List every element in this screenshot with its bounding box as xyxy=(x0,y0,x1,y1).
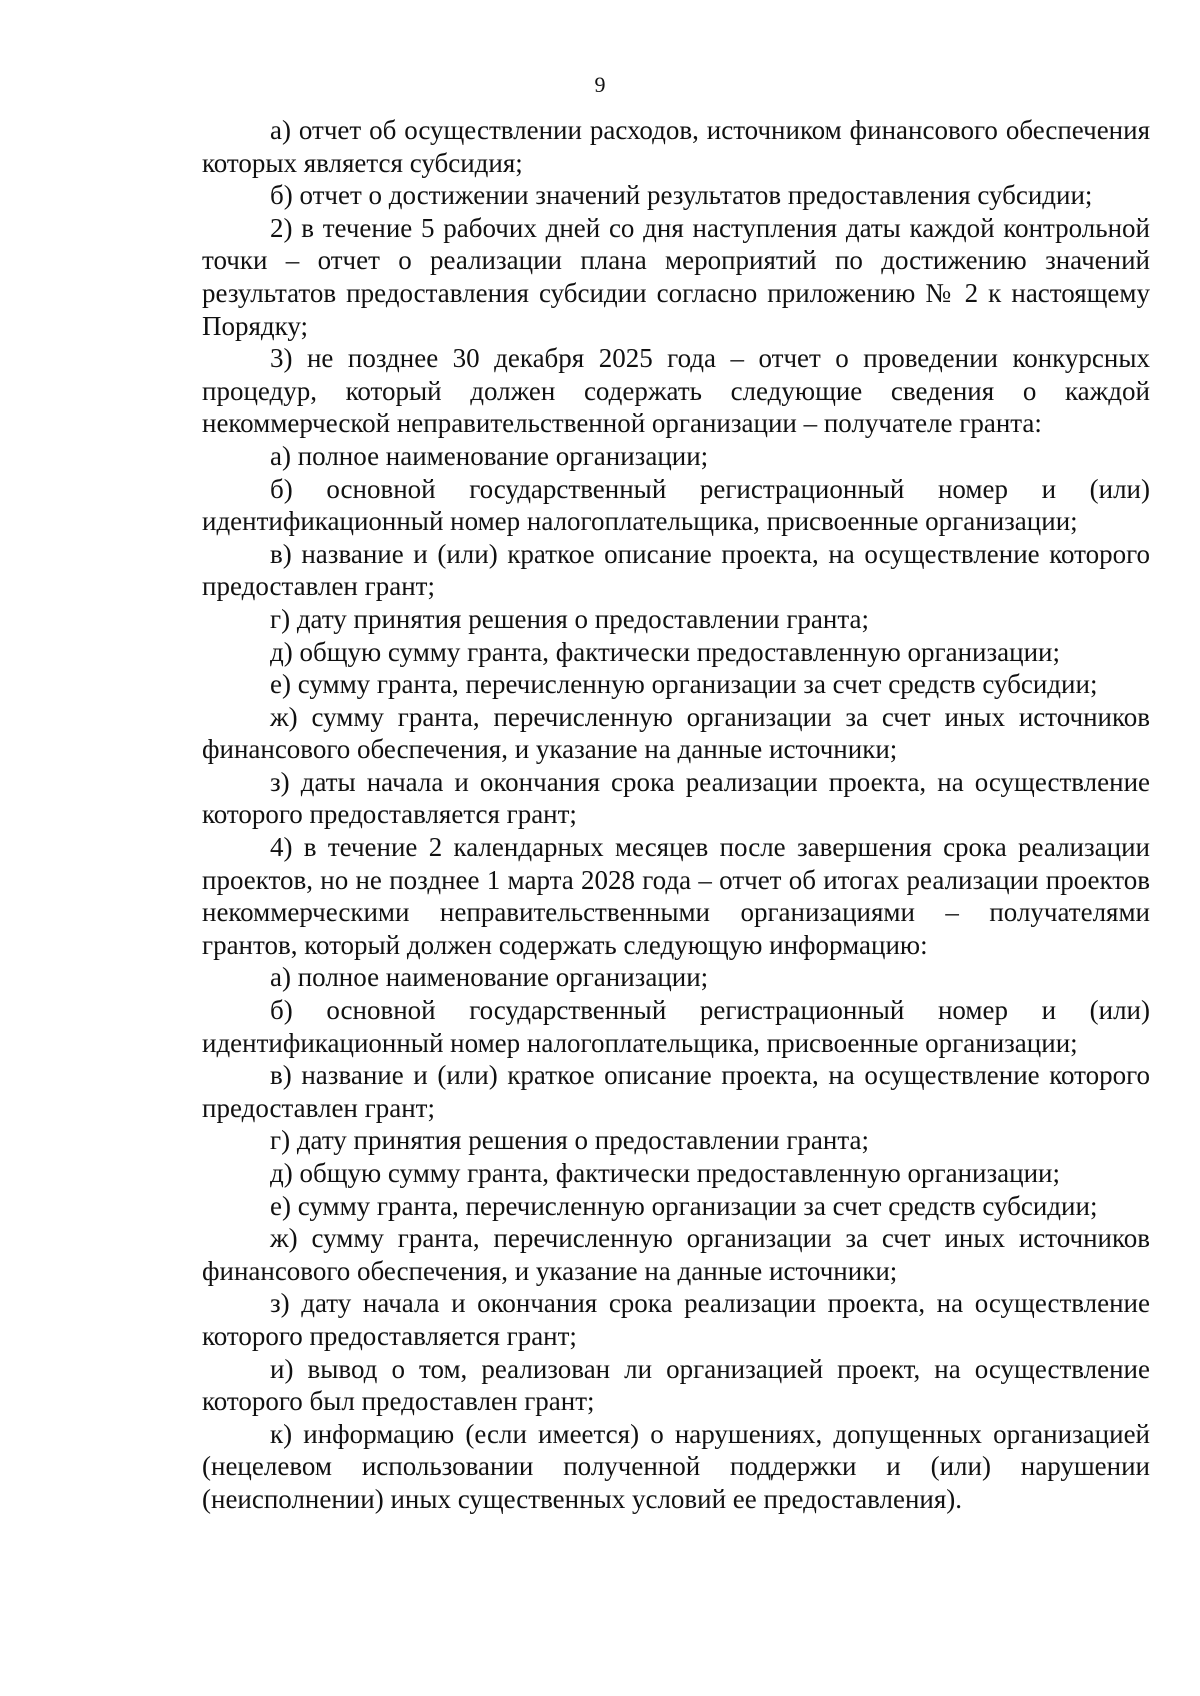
paragraph-b-results-report: б) отчет о достижении значений результатов предоставления субсидии; xyxy=(270,180,1093,211)
list-item: д) общую сумму гранта, фактически предоставленную организации; xyxy=(270,1158,1060,1188)
paragraph-4-final-report: 4) в течение 2 календарных месяцев после завершения срока реализации проектов, но не позднее 1 марта 2028 года – отчет об итогах реализации проектов некоммерческими неправительственными организациями – получателями грантов, который должен содержать следующую информацию: xyxy=(202,832,1150,960)
paragraph-a-expenses-report: а) отчет об осуществлении расходов, источником финансового обеспечения которых является субсидия; xyxy=(202,115,1150,178)
list-item: б) основной государственный регистрационный номер и (или) идентификационный номер налогоплательщика, присвоенные организации; xyxy=(202,995,1150,1058)
list-item: в) название и (или) краткое описание проекта, на осуществление которого предоставлен грант; xyxy=(202,1060,1150,1123)
document-body xyxy=(202,114,1150,1516)
paragraph-2-control-point-report: 2) в течение 5 рабочих дней со дня наступления даты каждой контрольной точки – отчет о реализации плана мероприятий по достижению значений результатов предоставления субсидии согласно приложению № 2 к настоящему Порядку; xyxy=(202,212,1150,341)
paragraph-3-competition-report: 3) не позднее 30 декабря 2025 года – отчет о проведении конкурсных процедур, который должен содержать следующие сведения о каждой некоммерческой неправительственной организации – получателе гранта: xyxy=(202,343,1150,439)
list-item: г) дату принятия решения о предоставлении гранта; xyxy=(270,603,869,634)
list-item: а) полное наименование организации; xyxy=(270,440,709,471)
list-item: д) общую сумму гранта, фактически предоставленную организации; xyxy=(270,636,1060,667)
list-item: е) сумму гранта, перечисленную организации за счет средств субсидии; xyxy=(270,669,1098,700)
list-item: ж) сумму гранта, перечисленную организации за счет иных источников финансового обеспечения, и указание на данные источники; xyxy=(202,1223,1150,1286)
list-item: к) информацию (если имеется) о нарушениях, допущенных организацией (нецелевом использовании полученной поддержки и (или) нарушении (неисполнении) иных существенных условий ее предоставления). xyxy=(202,1418,1150,1514)
list-item: е) сумму гранта, перечисленную организации за счет средств субсидии; xyxy=(270,1190,1098,1221)
list-item: з) даты начала и окончания срока реализации проекта, на осуществление которого предоставляется грант; xyxy=(202,766,1150,830)
list-item: и) вывод о том, реализован ли организацией проект, на осуществление которого был предоставлен грант; xyxy=(202,1353,1150,1417)
list-item: з) дату начала и окончания срока реализации проекта, на осуществление которого предоставляется грант; xyxy=(202,1288,1150,1351)
list-item: б) основной государственный регистрационный номер и (или) идентификационный номер налогоплательщика, присвоенные организации; xyxy=(202,473,1150,537)
list-item: г) дату принятия решения о предоставлении гранта; xyxy=(270,1125,869,1156)
list-item: а) полное наименование организации; xyxy=(270,962,709,993)
page-number: 9 xyxy=(594,72,606,97)
list-item: ж) сумму гранта, перечисленную организации за счет иных источников финансового обеспечения, и указание на данные источники; xyxy=(202,701,1150,765)
list-item: в) название и (или) краткое описание проекта, на осуществление которого предоставлен грант; xyxy=(202,538,1150,602)
